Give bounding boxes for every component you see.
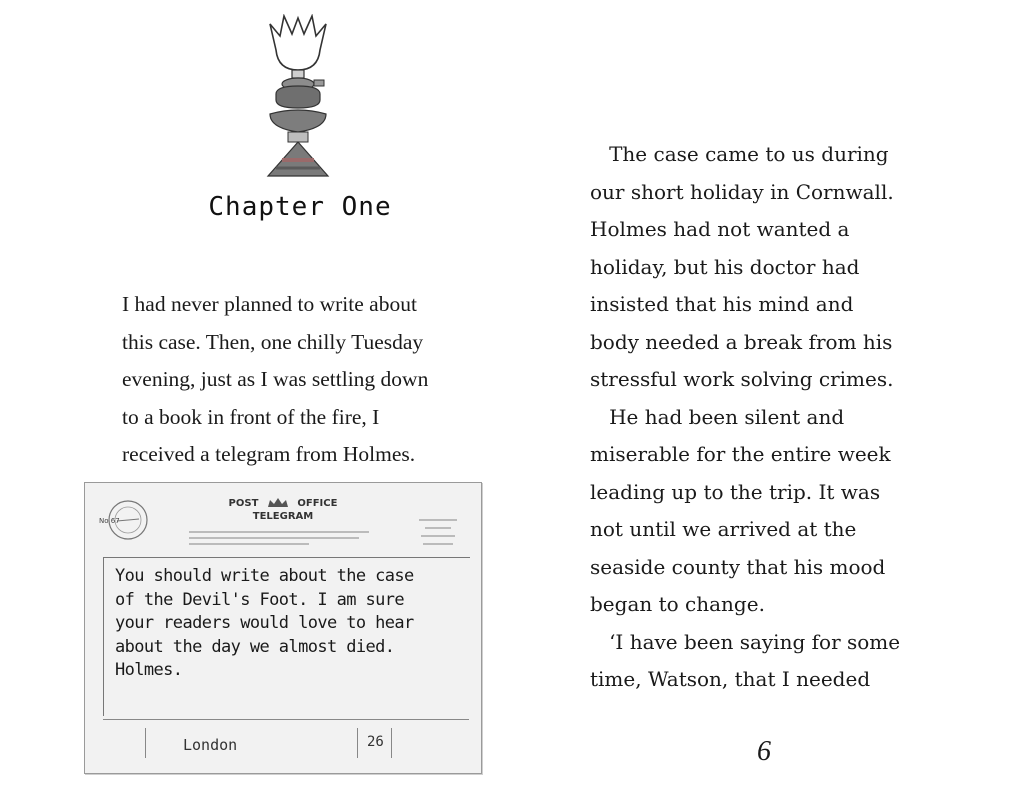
right-line: holiday, but his doctor had	[590, 254, 860, 279]
telegram-footer	[103, 719, 469, 760]
right-line: miserable for the entire week	[590, 442, 891, 466]
crown-icon	[266, 497, 290, 509]
telegram	[84, 482, 482, 774]
right-line: leading up to the trip. It was	[590, 479, 881, 504]
telegram-number: No 67	[99, 517, 120, 525]
right-line: time, Watson, that I needed	[590, 667, 871, 691]
left-line: this case. Then, one chilly Tuesday	[122, 329, 424, 354]
right-line: our short holiday in Cornwall.	[590, 179, 894, 204]
word-count: 26	[367, 734, 384, 750]
message-line: your readers would love to hear	[115, 613, 414, 633]
header-telegram: TELEGRAM	[252, 511, 314, 522]
header-office: OFFICE	[297, 498, 338, 509]
message-line: about the day we almost died.	[115, 636, 395, 657]
page-number: 6	[757, 736, 771, 767]
origin-office: London	[183, 736, 238, 754]
telegram-message	[115, 565, 475, 683]
header-post: POST	[228, 498, 259, 509]
right-line: insisted that his mind and	[590, 292, 854, 316]
left-line: evening, just as I was settling down	[122, 367, 429, 391]
right-line: stressful work solving crimes.	[590, 367, 894, 391]
right-line: ‘I have been saying for some	[590, 629, 901, 654]
right-line: not until we arrived at the	[590, 517, 857, 541]
message-line: You should write about the case	[115, 566, 414, 586]
message-line: of the Devil's Foot. I am sure	[115, 589, 405, 610]
left-paragraph	[122, 286, 428, 474]
left-line: received a telegram from Holmes.	[122, 442, 416, 466]
right-column	[590, 136, 990, 699]
left-line: I had never planned to write about	[122, 292, 417, 316]
divider	[145, 728, 146, 758]
chapter-title: Chapter One	[208, 192, 392, 222]
divider	[391, 728, 392, 758]
right-line: Holmes had not wanted a	[590, 217, 850, 241]
left-line: to a book in front of the fire, I	[122, 404, 380, 429]
charges-box	[413, 517, 463, 549]
divider	[357, 728, 358, 758]
right-line: body needed a break from his	[590, 329, 893, 354]
fine-print	[189, 529, 369, 549]
right-line: He had been silent and	[590, 404, 845, 429]
right-line: The case came to us during	[590, 142, 889, 166]
right-line: seaside county that his mood	[590, 554, 886, 579]
message-line: Holmes.	[115, 660, 183, 680]
right-line: began to change.	[590, 592, 765, 616]
oil-lamp-illustration	[262, 14, 334, 180]
